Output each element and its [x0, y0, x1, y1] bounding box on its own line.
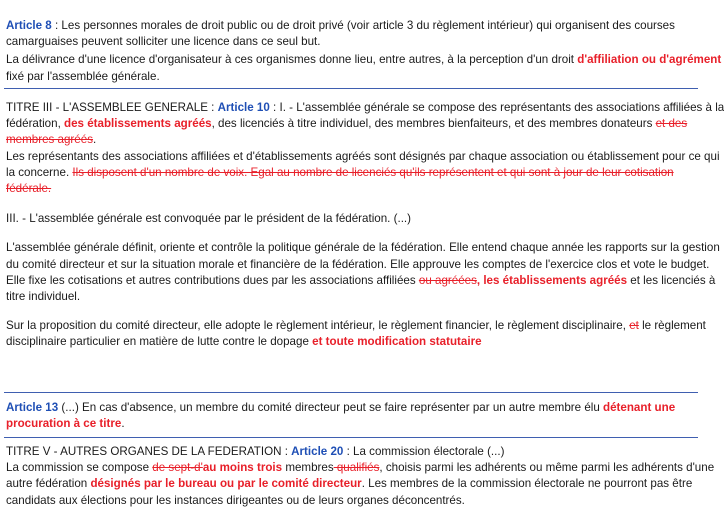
- article-10-p3-line-4: titre individuel.: [6, 290, 81, 304]
- article-20-line-2: autre fédération désignés par le bureau ou par le comité directeur. Les membres de la commission électorale ne pourront pas être: [6, 477, 693, 491]
- section-divider: [4, 437, 698, 438]
- article-8-line-1: Article 8 : Les personnes morales de droit public ou de droit privé (voir article 3 du règlement intérieur) qui organisent des courses: [6, 19, 675, 32]
- section-divider: [4, 392, 698, 393]
- article-10-line-3: membres agréés.: [6, 133, 97, 147]
- article-10-label: Article 10: [217, 101, 270, 114]
- added-text: détenant une: [603, 401, 676, 414]
- article-10-line-4: Les représentants des associations affiliées et d'établissements agréés sont désignés par chaque association ou établissement pour ce qui: [6, 149, 720, 163]
- article-8-line-3: La délivrance d'une licence d'organisateur à ces organismes donne lieu, entre autres, à la perception d'un droit d'affiliation ou d'agrément: [6, 53, 722, 67]
- article-10-p3-line-3: Elle fixe les cotisations et autres contributions dues par les associations affiliées ou agréées, les établissements agréés et les licenciés à: [6, 273, 716, 287]
- deleted-text: ou agréées: [418, 273, 477, 287]
- article-10-p4-line-1: Sur la proposition du comité directeur, elle adopte le règlement intérieur, le règlement financier, le règlement disciplinaire, et le règlement: [6, 319, 706, 333]
- article-10-line-6: [6, 181, 696, 197]
- article-20-label: Article 20: [291, 445, 344, 458]
- article-10-p4-line-2: disciplinaire particulier en matière de lutte contre le dopage et toute modification statutaire: [6, 335, 482, 349]
- article-10-line-1: TITRE III - L'ASSEMBLEE GENERALE : Article 10 : I. - L'assemblée générale se compose des représentants des associations affiliées à la: [6, 101, 724, 114]
- deleted-text: membres agréés: [6, 133, 93, 147]
- article-20-section: [6, 444, 715, 509]
- added-text: d'affiliation ou d'agrément: [577, 53, 722, 67]
- article-20-line-1: La commission se compose de sept-d'au moins trois membres qualifiés, choisis parmi les adhérents ou même parmi les adhérents d'une: [6, 461, 715, 475]
- article-10-paragraph-iii: III. - L'assemblée générale est convoquée par le président de la fédération. (...): [6, 212, 412, 226]
- article-13-label: Article 13: [6, 401, 59, 414]
- added-text: des établissements agréés: [64, 117, 212, 131]
- article-8-line-4: fixé par l'assemblée générale.: [6, 69, 160, 83]
- deleted-text: qualifiés: [333, 461, 380, 475]
- added-text: procuration à ce titre: [6, 417, 122, 431]
- article-20-line-3: candidats aux élections pour les instances dirigeantes ou de leurs organes déconcentrés.: [6, 493, 465, 507]
- article-10-p3-line-2: du comité directeur et sur la situation morale et financière de la fédération. Elle approuve les comptes de l'exercice clos et vote le budget.: [6, 257, 710, 271]
- article-10-p3-line-1: L'assemblée générale définit, oriente et contrôle la politique générale de la fédération. Elle entend chaque année les rapports sur la gestion: [6, 241, 720, 255]
- added-text: , les établissements agréés: [476, 273, 628, 287]
- article-8-label: Article 8: [6, 19, 52, 32]
- added-text: au moins trois: [202, 461, 283, 475]
- article-10-line-2: fédération, des établissements agréés, des licenciés à titre individuel, des membres bienfaiteurs, et des membres donateurs et des: [6, 117, 688, 131]
- added-text: désignés par le bureau ou par le comité directeur: [90, 477, 362, 491]
- article-10-section: [6, 100, 724, 351]
- deleted-text: de sept-d': [152, 461, 203, 475]
- deleted-text: fédérale.: [6, 182, 52, 196]
- article-13-line-1: Article 13 (...) En cas d'absence, un membre du comité directeur peut se faire représenter par un autre membre élu détenant une: [6, 401, 676, 414]
- deleted-text: et: [629, 319, 639, 333]
- article-8-section: [6, 18, 722, 85]
- article-13-line-2: procuration à ce titre.: [6, 417, 125, 431]
- article-13-section: [6, 400, 696, 432]
- article-20-title-line: TITRE V - AUTRES ORGANES DE LA FEDERATION : Article 20 : La commission électorale (...): [6, 445, 505, 458]
- section-divider: [4, 88, 698, 89]
- article-8-line-2: camarguaises peuvent solliciter une licence dans ce seul but.: [6, 35, 321, 49]
- article-10-line-5: la concerne. Ils disposent d'un nombre de voix. Egal au nombre de licenciés qu'ils représentent et qui sont à jour de leur cotisation: [6, 165, 674, 179]
- deleted-text: Ils disposent d'un nombre de voix. Egal au nombre de licenciés qu'ils représentent et qui sont à jour de leur cotisation: [72, 165, 674, 179]
- deleted-text: et des: [655, 117, 688, 131]
- added-text: et toute modification statutaire: [312, 335, 482, 349]
